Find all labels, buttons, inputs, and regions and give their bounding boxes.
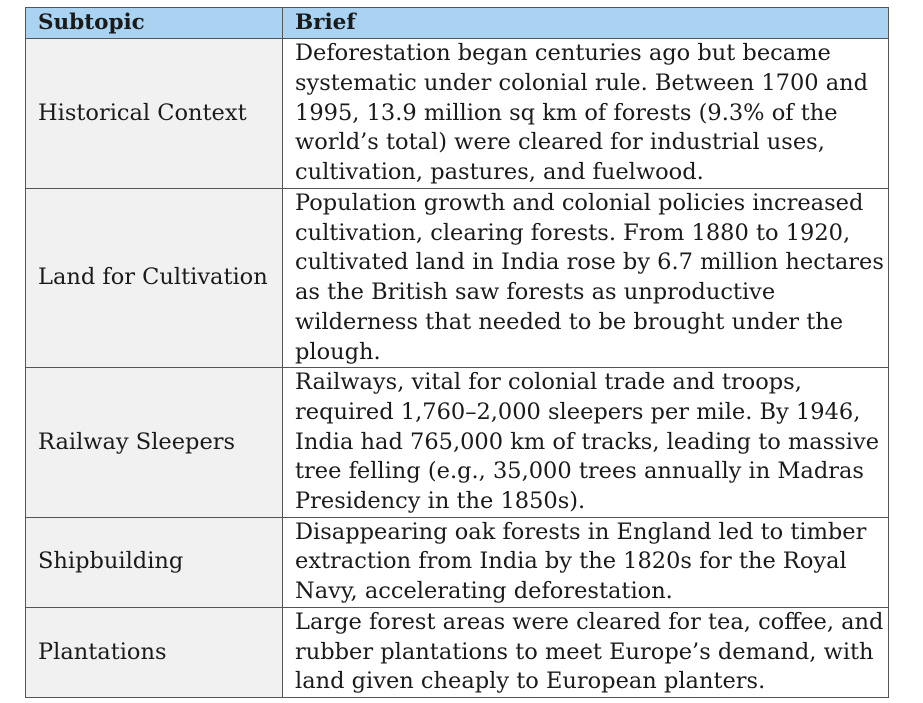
subtopic-cell: Land for Cultivation (26, 189, 283, 368)
table-container (25, 7, 889, 698)
brief-cell: Deforestation began centuries ago but became systematic under colonial rule. Between 1700 and 1995, 13.9 million sq km of forests (9.3% of the world’s total) were cleared for industrial uses, cultivation, pastures, and fuelwood. (283, 39, 889, 189)
table-body (26, 39, 889, 698)
subtopic-cell: Shipbuilding (26, 517, 283, 607)
table-row (26, 607, 889, 697)
deforestation-table (25, 7, 889, 698)
brief-cell: Population growth and colonial policies increased cultivation, clearing forests. From 1880 to 1920, cultivated land in India rose by 6.7 million hectares as the British saw forests as unproductive wilderness that needed to be brought under the plough. (283, 189, 889, 368)
subtopic-cell: Railway Sleepers (26, 368, 283, 518)
brief-cell: Disappearing oak forests in England led to timber extraction from India by the 1820s for the Royal Navy, accelerating deforestation. (283, 517, 889, 607)
brief-cell: Large forest areas were cleared for tea, coffee, and rubber plantations to meet Europe’s demand, with land given cheaply to European planters. (283, 607, 889, 697)
subtopic-cell: Plantations (26, 607, 283, 697)
header-row (26, 8, 889, 39)
table-header (26, 8, 889, 39)
header-brief: Brief (283, 8, 889, 39)
brief-cell: Railways, vital for colonial trade and troops, required 1,760–2,000 sleepers per mile. By 1946, India had 765,000 km of tracks, leading to massive tree felling (e.g., 35,000 trees annually in Madras Presidency in the 1850s). (283, 368, 889, 518)
table-row (26, 189, 889, 368)
table-row (26, 517, 889, 607)
subtopic-cell: Historical Context (26, 39, 283, 189)
header-subtopic: Subtopic (26, 8, 283, 39)
table-row (26, 39, 889, 189)
table-row (26, 368, 889, 518)
